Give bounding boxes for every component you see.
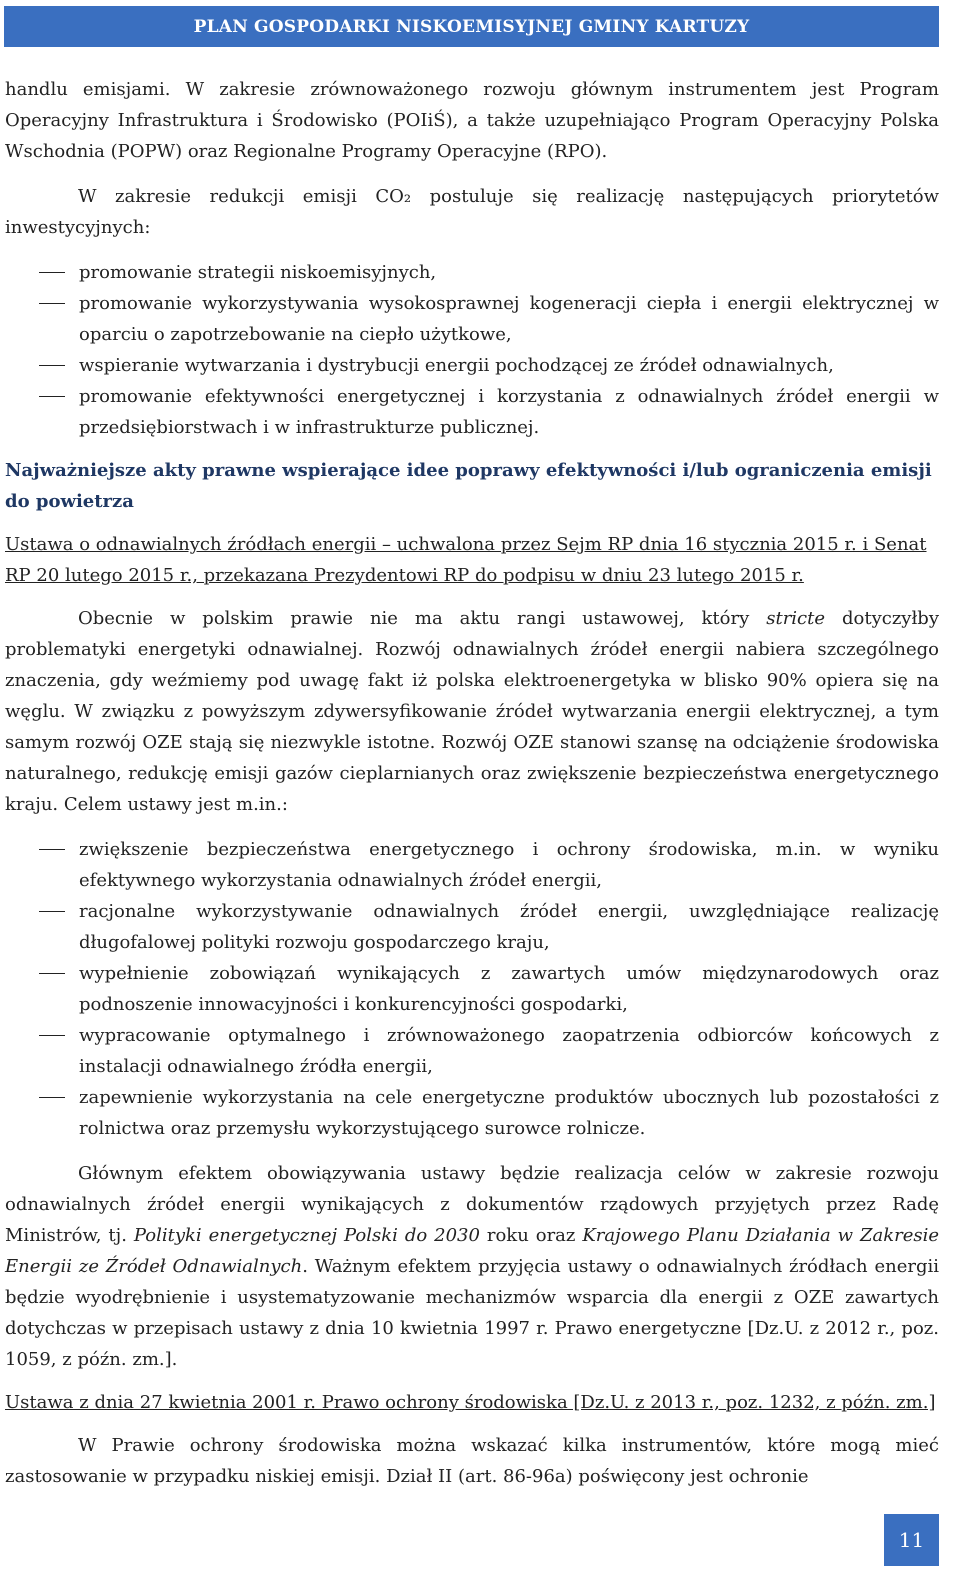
list-item: wypracowanie optymalnego i zrównoważonego zaopatrzenia odbiorców końcowych z instalacji odnawialnego źródła energii, [5,1020,939,1082]
header-bar [4,6,939,47]
page-number: 11 [898,1528,925,1552]
dash-icon [39,849,65,850]
act-title-oze: Ustawa o odnawialnych źródłach energii – uchwalona przez Sejm RP dnia 16 stycznia 2015 r. i Senat RP 20 lutego 2015 r., przekazana Prezydentowi RP do podpisu w dniu 23 lutego 2015 r. [5,534,927,586]
list-item: zapewnienie wykorzystania na cele energetyczne produktów ubocznych lub pozostałości z rolnictwa oraz przemysłu wykorzystującego surowce rolnicze. [5,1082,939,1144]
paragraph-co2: W zakresie redukcji emisji CO₂ postuluje się realizację następujących priorytetów inwestycyjnych: [5,186,939,238]
dash-icon [39,1097,65,1098]
dash-icon [39,396,65,397]
list-item: wspieranie wytwarzania i dystrybucji energii pochodzącej ze źródeł odnawialnych, [5,350,939,381]
dash-icon [39,303,65,304]
document-title: PLAN GOSPODARKI NISKOEMISYJNEJ GMINY KARTUZY [193,16,750,37]
page-content [5,74,939,1492]
page-number-badge [884,1514,939,1566]
dash-icon [39,973,65,974]
list-item: promowanie strategii niskoemisyjnych, [5,257,939,288]
dash-icon [39,1035,65,1036]
dash-icon [39,911,65,912]
priorities-list [5,257,939,443]
paragraph-environment: W Prawie ochrony środowiska można wskazać kilka instrumentów, które mogą mieć zastosowanie w przypadku niskiej emisji. Dział II (art. 86-96a) poświęcony jest ochronie [5,1435,939,1487]
paragraph-effects: Głównym efektem obowiązywania ustawy będzie realizacja celów w zakresie rozwoju odnawialnych źródeł energii wynikających z dokumentów rządowych przyjętych przez Radę Ministrów, tj. Polityki energetycznej Polski do 2030 roku oraz Krajowego Planu Działania w Zakresie Energii ze Źródeł Odnawialnych. Ważnym efektem przyjęcia ustawy o odnawialnych źródłach energii będzie wyodrębnienie i usystematyzowanie mechanizmów wsparcia dla energii z OZE zawartych dotychczas w przepisach ustawy z dnia 10 kwietnia 1997 r. Prawo energetyczne [Dz.U. z 2012 r., poz. 1059, z późn. zm.]. [5,1163,940,1370]
dash-icon [39,365,65,366]
act-title-environment: Ustawa z dnia 27 kwietnia 2001 r. Prawo ochrony środowiska [Dz.U. z 2013 r., poz. 1232, z późn. zm.] [5,1392,936,1413]
goals-list [5,834,939,1144]
paragraph-intro: handlu emisjami. W zakresie zrównoważonego rozwoju głównym instrumentem jest Program Operacyjny Infrastruktura i Środowisko (POIiŚ), a także uzupełniająco Program Operacyjny Polska Wschodnia (POPW) oraz Regionalne Programy Operacyjne (RPO). [5,79,939,162]
dash-icon [39,272,65,273]
list-item: promowanie wykorzystywania wysokosprawnej kogeneracji ciepła i energii elektrycznej w oparciu o zapotrzebowanie na ciepło użytkowe, [5,288,939,350]
list-item: promowanie efektywności energetycznej i korzystania z odnawialnych źródeł energii w przedsiębiorstwach i w infrastrukturze publicznej. [5,381,939,443]
section-heading: Najważniejsze akty prawne wspierające idee poprawy efektywności i/lub ograniczenia emisji do powietrza [5,460,932,512]
list-item: wypełnienie zobowiązań wynikających z zawartych umów międzynarodowych oraz podnoszenie innowacyjności i konkurencyjności gospodarki, [5,958,939,1020]
paragraph-oze: Obecnie w polskim prawie nie ma aktu rangi ustawowej, który stricte dotyczyłby problematyki energetyki odnawialnej. Rozwój odnawialnych źródeł energii nabiera szczególnego znaczenia, gdy weźmiemy pod uwagę fakt iż polska elektroenergetyka w blisko 90% opiera się na węglu. W związku z powyższym zdywersyfikowanie źródeł wytwarzania energii elektrycznej, a tym samym rozwój OZE stają się niezwykle istotne. Rozwój OZE stanowi szansę na odciążenie środowiska naturalnego, redukcję emisji gazów cieplarnianych oraz zwiększenie bezpieczeństwa energetycznego kraju. Celem ustawy jest m.in.: [5,608,939,815]
list-item: zwiększenie bezpieczeństwa energetycznego i ochrony środowiska, m.in. w wyniku efektywnego wykorzystania odnawialnych źródeł energii, [5,834,939,896]
list-item: racjonalne wykorzystywanie odnawialnych źródeł energii, uwzględniające realizację długofalowej polityki rozwoju gospodarczego kraju, [5,896,939,958]
